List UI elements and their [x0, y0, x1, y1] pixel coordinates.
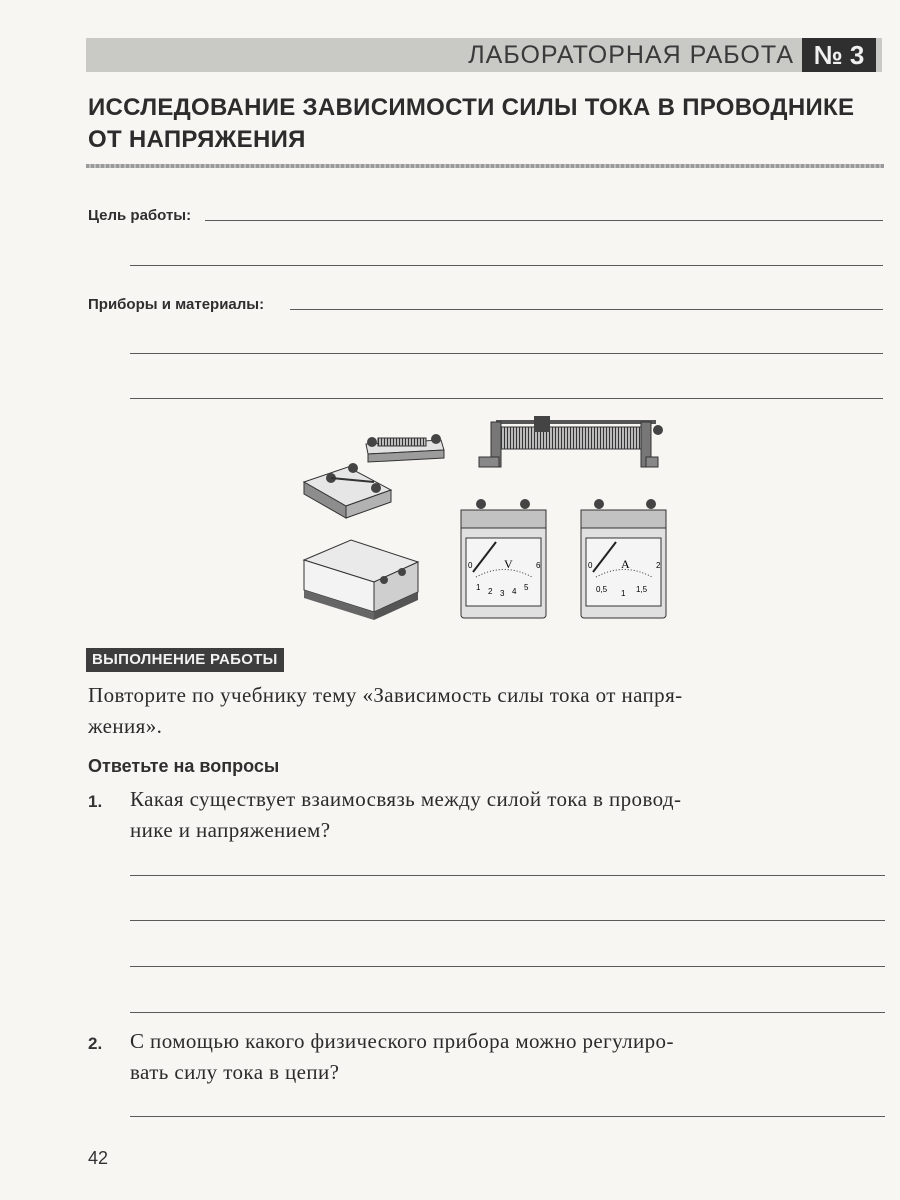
- ammeter-tick-1: 1: [621, 589, 626, 598]
- lab-equipment-illustration: [296, 412, 676, 632]
- question-2-line-1: С помощью какого физического прибора можно регулиро-: [130, 1029, 674, 1053]
- voltmeter-tick-2: 2: [488, 587, 493, 596]
- materials-answer-line-3[interactable]: [130, 398, 883, 399]
- voltmeter-tick-6: 6: [536, 561, 541, 570]
- header-band: [86, 38, 882, 72]
- question-1-text: [130, 784, 681, 846]
- answer-2-line-1[interactable]: [130, 1116, 885, 1117]
- answer-1-line-1[interactable]: [130, 875, 885, 876]
- voltmeter-tick-0: 0: [468, 561, 473, 570]
- ammeter-tick-0: 0: [588, 561, 593, 570]
- materials-answer-line-2[interactable]: [130, 353, 883, 354]
- page-title: [88, 92, 888, 156]
- materials-answer-line-1[interactable]: [290, 309, 883, 310]
- answer-1-line-2[interactable]: [130, 920, 885, 921]
- question-2-number: 2.: [88, 1034, 103, 1053]
- title-divider: [86, 164, 884, 168]
- intro-line-1: Повторите по учебнику тему «Зависимость силы тока от напря-: [88, 683, 683, 707]
- ammeter-tick-2: 2: [656, 561, 661, 570]
- title-line-2: ОТ НАПРЯЖЕНИЯ: [88, 126, 306, 153]
- voltmeter-symbol: V: [504, 557, 513, 571]
- goal-label: Цель работы:: [88, 207, 192, 224]
- goal-answer-line-1[interactable]: [205, 220, 883, 221]
- section-heading: ВЫПОЛНЕНИЕ РАБОТЫ: [86, 648, 284, 672]
- voltmeter-tick-1: 1: [476, 583, 481, 592]
- question-2-line-2: вать силу тока в цепи?: [130, 1060, 340, 1084]
- answer-1-line-4[interactable]: [130, 1012, 885, 1013]
- title-line-1: ИССЛЕДОВАНИЕ ЗАВИСИМОСТИ СИЛЫ ТОКА В ПРОВОДНИКЕ: [88, 94, 855, 121]
- page-number: 42: [88, 1148, 109, 1168]
- voltmeter-tick-4: 4: [512, 587, 517, 596]
- intro-paragraph: [88, 680, 683, 742]
- goal-answer-line-2[interactable]: [130, 265, 883, 266]
- rheostat-icon: [479, 416, 663, 467]
- answer-1-line-3[interactable]: [130, 966, 885, 967]
- ammeter-symbol: A: [621, 557, 630, 571]
- question-1-number: 1.: [88, 792, 103, 811]
- lab-number-badge: № 3: [802, 38, 876, 72]
- resistor-icon: [366, 434, 444, 462]
- ammeter-icon: [581, 499, 666, 618]
- questions-heading: Ответьте на вопросы: [88, 756, 280, 776]
- question-1-line-2: нике и напряжением?: [130, 818, 331, 842]
- ammeter-tick-05: 0,5: [596, 585, 608, 594]
- intro-line-2: жения».: [88, 714, 163, 738]
- header-label: ЛАБОРАТОРНАЯ РАБОТА: [468, 41, 794, 69]
- switch-icon: [304, 463, 391, 518]
- question-1-line-1: Какая существует взаимосвязь между силой тока в провод-: [130, 787, 682, 811]
- question-2-text: [130, 1026, 674, 1088]
- voltmeter-tick-5: 5: [524, 583, 529, 592]
- voltmeter-tick-3: 3: [500, 589, 505, 598]
- ammeter-tick-15: 1,5: [636, 585, 648, 594]
- power-supply-icon: [304, 540, 418, 620]
- materials-label: Приборы и материалы:: [88, 296, 265, 313]
- voltmeter-icon: [461, 499, 546, 618]
